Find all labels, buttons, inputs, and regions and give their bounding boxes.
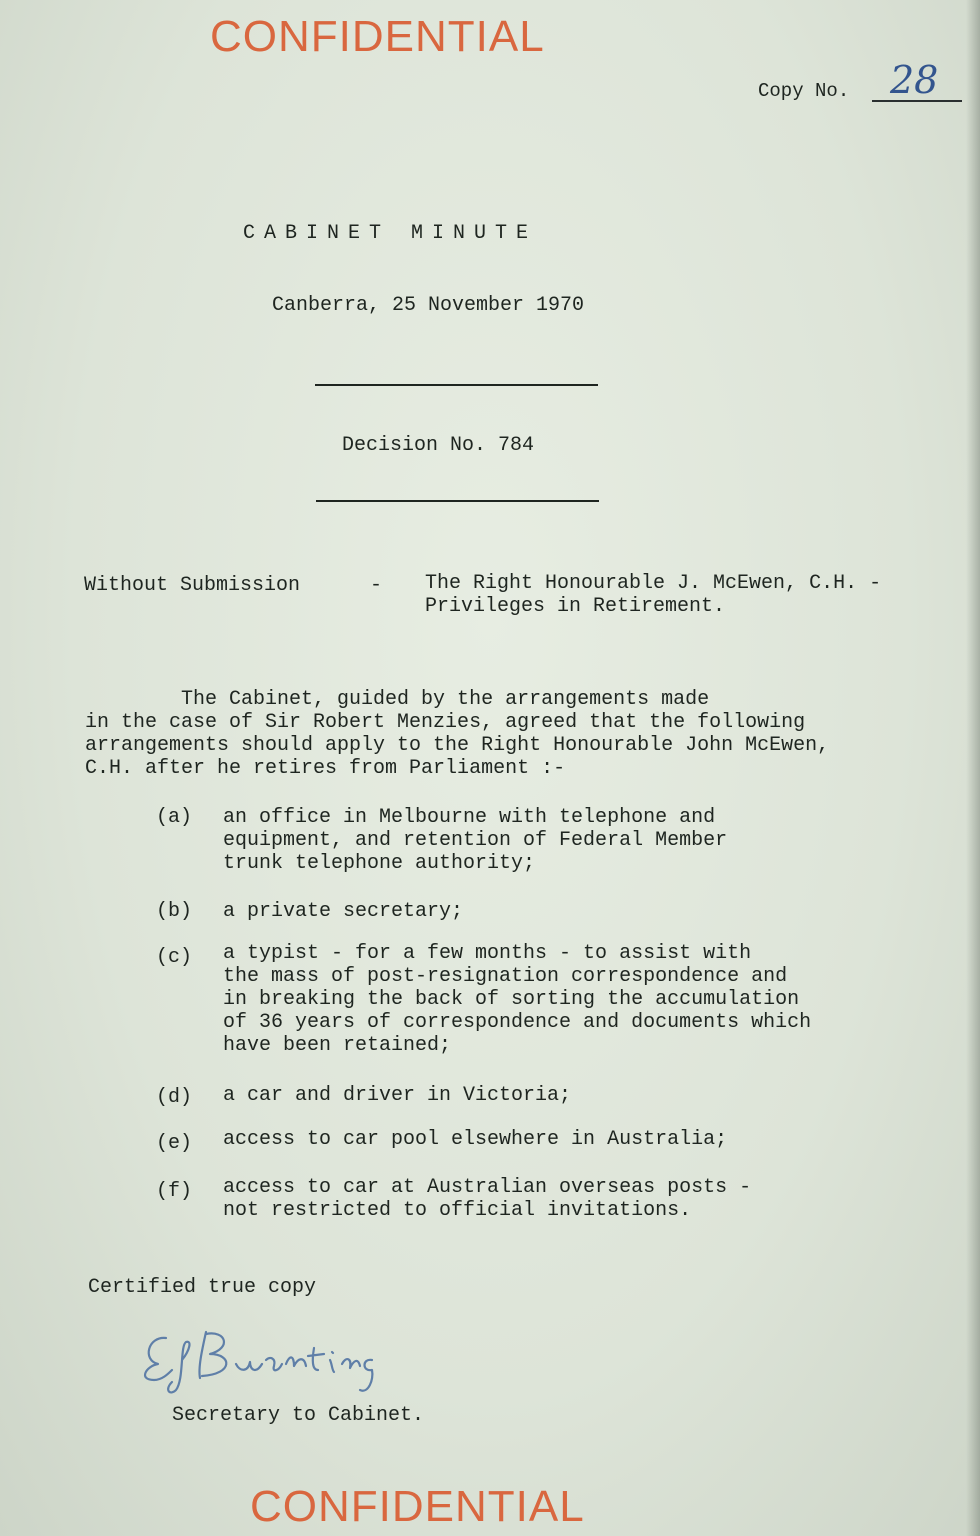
item-c-line-1: a typist - for a few months - to assist with [223,942,752,965]
item-b-text [223,900,463,923]
certified-true-copy: Certified true copy [88,1276,317,1299]
copy-number-label: Copy No. [758,80,850,102]
item-f-line-2: not restricted to official invitations. [223,1199,692,1222]
body-paragraph [85,688,829,780]
item-f-text [223,1176,751,1222]
confidential-stamp-top: CONFIDENTIAL [210,12,545,61]
item-c-line-5: have been retained; [223,1034,452,1057]
body-line-1: The Cabinet, guided by the arrangements made [85,688,710,711]
subject-heading: Without Submission [84,574,301,597]
item-a-line-1: an office in Melbourne with telephone and [223,806,716,829]
item-d-line-1: a car and driver in Victoria; [223,1084,572,1107]
item-c-line-4: of 36 years of correspondence and documents which [223,1011,812,1034]
item-f-line-1: access to car at Australian overseas posts - [223,1176,752,1199]
body-line-4: C.H. after he retires from Parliament :- [85,757,566,780]
confidential-stamp-bottom: CONFIDENTIAL [250,1482,585,1531]
item-a-letter: (a) [156,806,193,829]
copy-number-handwritten: 28 [890,58,939,102]
subject-dash: - [370,574,383,597]
item-e-letter: (e) [156,1132,193,1155]
place-and-date: Canberra, 25 November 1970 [272,294,585,317]
item-e-line-1: access to car pool elsewhere in Australia; [223,1128,728,1151]
item-a-line-2: equipment, and retention of Federal Member [223,829,728,852]
item-d-letter: (d) [156,1086,193,1109]
item-b-letter: (b) [156,900,193,923]
body-line-3: arrangements should apply to the Right Honourable John McEwen, [85,734,830,757]
secretary-to-cabinet: Secretary to Cabinet. [172,1404,425,1427]
item-a-line-3: trunk telephone authority; [223,852,536,875]
item-c-letter: (c) [156,946,193,969]
body-line-2: in the case of Sir Robert Menzies, agreed that the following [85,711,806,734]
item-b-line-1: a private secretary; [223,900,464,923]
divider-bottom [316,500,599,502]
item-c-line-3: in breaking the back of sorting the accumulation [223,988,800,1011]
subject-title-line-2: Privileges in Retirement. [425,595,726,618]
item-c-text [223,942,811,1057]
item-a-text [223,806,727,875]
subject-title-line-1: The Right Honourable J. McEwen, C.H. - [425,572,882,595]
divider-top [315,384,598,386]
item-f-letter: (f) [156,1180,193,1203]
signature [136,1320,386,1400]
item-d-text [223,1084,571,1107]
subject-title [425,572,881,618]
item-e-text [223,1128,727,1151]
document-title: CABINET MINUTE [243,222,538,245]
item-c-line-2: the mass of post-resignation correspondence and [223,965,788,988]
decision-number: Decision No. 784 [342,434,535,457]
